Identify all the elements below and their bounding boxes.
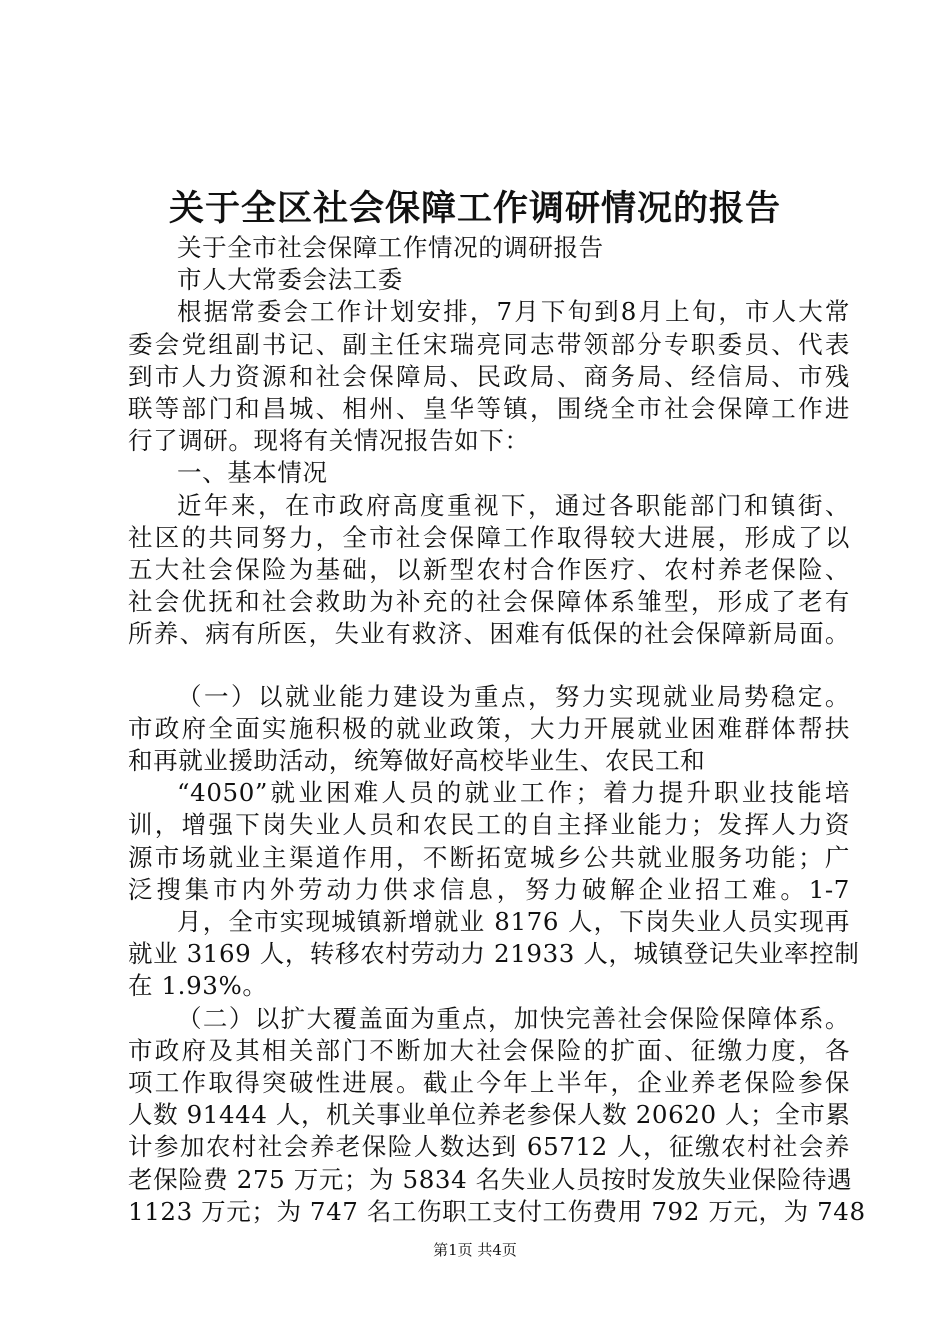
body-line: 泛搜集市内外劳动力供求信息，努力破解企业招工难。1-7 [128, 874, 850, 904]
body-line: 源市场就业主渠道作用，不断拓宽城乡公共就业服务功能；广 [128, 842, 850, 872]
subtitle-line: 关于全市社会保障工作情况的调研报告 [177, 233, 604, 262]
body-line: 和再就业援助活动，统筹做好高校毕业生、农民工和 [128, 746, 706, 776]
section-heading: 一、基本情况 [177, 458, 328, 488]
body-line: 训，增强下岗失业人员和农民工的自主择业能力；发挥人力资 [128, 810, 850, 840]
body-line: 近年来，在市政府高度重视下，通过各职能部门和镇街、 [177, 490, 850, 520]
body-line: “4050”就业困难人员的就业工作；着力提升职业技能培 [177, 778, 850, 808]
body-line: 人数 91444 人，机关事业单位养老参保人数 20620 人；全市累 [128, 1100, 851, 1130]
body-line: 五大社会保险为基础，以新型农村合作医疗、农村养老保险、 [128, 555, 850, 585]
body-line: 所养、病有所医，失业有救济、困难有低保的社会保障新局面。 [128, 619, 850, 649]
body-line: 老保险费 275 万元；为 5834 名失业人员按时发放失业保险待遇 [128, 1164, 853, 1194]
body-line: 在 1.93%。 [128, 971, 268, 1001]
body-line: 委会党组副书记、副主任宋瑞亮同志带领部分专职委员、代表 [128, 329, 850, 359]
body-line: 就业 3169 人，转移农村劳动力 21933 人，城镇登记失业率控制 [128, 939, 860, 969]
body-line: 市政府全面实施积极的就业政策，大力开展就业困难群体帮扶 [128, 713, 850, 743]
body-line: 市政府及其相关部门不断加大社会保险的扩面、征缴力度，各 [128, 1035, 850, 1065]
body-line: 社会优抚和社会救助为补充的社会保障体系雏型，形成了老有 [128, 587, 850, 617]
body-line: 社区的共同努力，全市社会保障工作取得较大进展，形成了以 [128, 522, 850, 552]
body-line: 项工作取得突破性进展。截止今年上半年，企业养老保险参保 [128, 1068, 850, 1098]
subsection-heading: （二）以扩大覆盖面为重点，加快完善社会保险保障体系。 [177, 1003, 850, 1033]
subsection-heading: （一）以就业能力建设为重点，努力实现就业局势稳定。 [177, 681, 850, 711]
body-line: 行了调研。现将有关情况报告如下： [128, 426, 530, 456]
body-line: 月，全市实现城镇新增就业 8176 人，下岗失业人员实现再 [177, 907, 850, 937]
body-line: 到市人力资源和社会保障局、民政局、商务局、经信局、市残 [128, 361, 850, 391]
body-line: 1123 万元；为 747 名工伤职工支付工伤费用 792 万元，为 748 [128, 1196, 866, 1226]
author-line: 市人大常委会法工委 [177, 265, 403, 295]
page-footer: 第1页 共4页 [433, 1241, 517, 1259]
paragraph-gap [128, 651, 850, 681]
document-title: 关于全区社会保障工作调研情况的报告 [168, 188, 781, 229]
body-line: 计参加农村社会养老保险人数达到 65712 人，征缴农村社会养 [128, 1132, 850, 1162]
document-body [128, 232, 866, 1228]
body-line: 根据常委会工作计划安排，7月下旬到8月上旬，市人大常 [177, 297, 850, 327]
body-line: 联等部门和昌城、相州、皇华等镇，围绕全市社会保障工作进 [128, 394, 850, 424]
